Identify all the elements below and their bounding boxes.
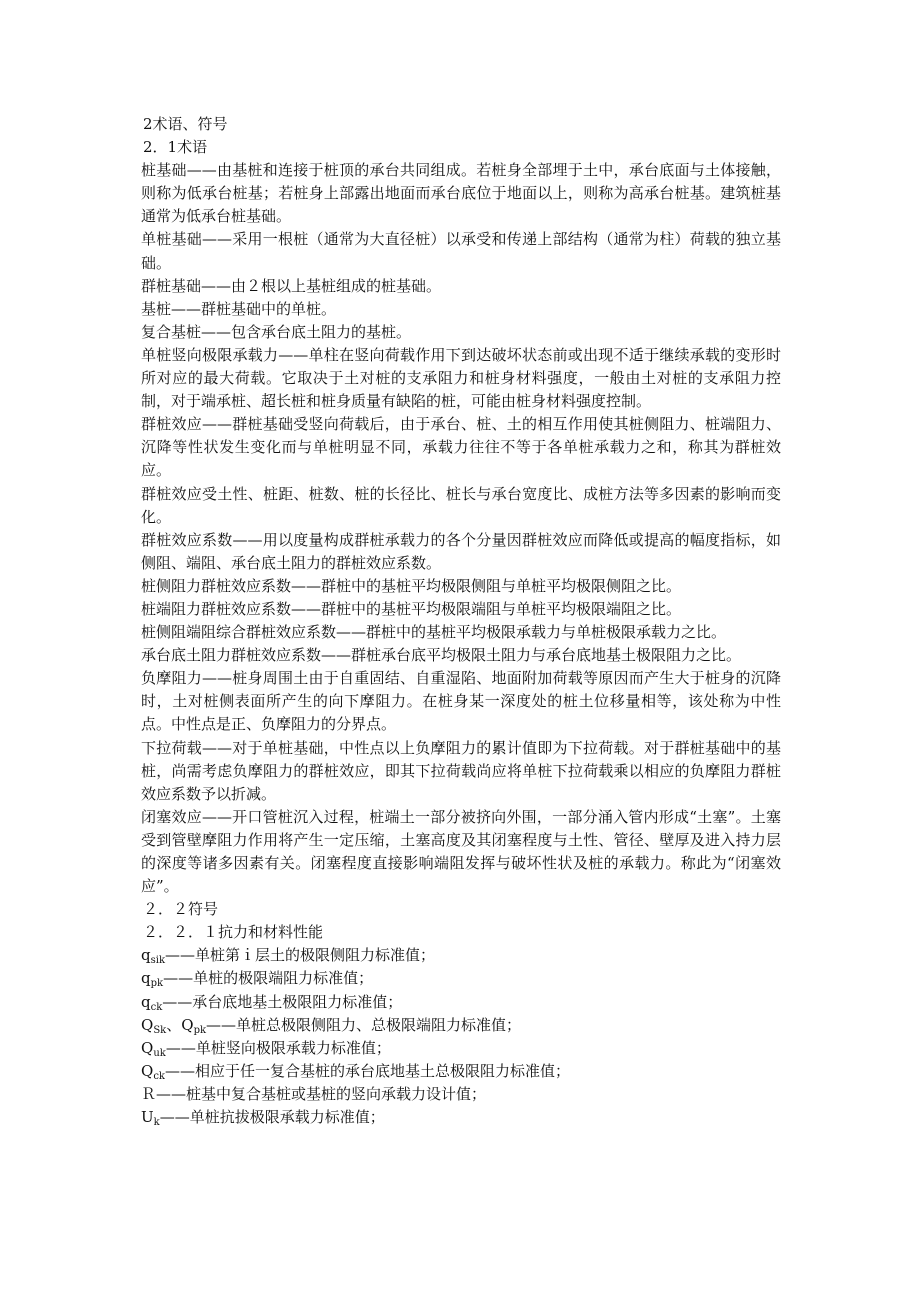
symbol-definition <box>141 1060 781 1083</box>
symbol-subscript: Sk <box>153 1024 167 1036</box>
symbol-description: ——桩基中复合基桩或基桩的竖向承载力设计值； <box>156 1084 487 1103</box>
term-paragraph: 群桩效应受土性、桩距、桩数、桩的长径比、桩长与承台宽度比、成桩方法等多因素的影响而变化。 <box>141 484 781 526</box>
symbol-main: Ｒ <box>141 1084 157 1103</box>
section-heading: 2术语、符号 <box>143 115 228 133</box>
symbol-subscript: pk <box>193 1024 207 1036</box>
symbol-definition <box>141 1083 781 1106</box>
symbol-description: ——单桩抗拔极限承载力标准值； <box>159 1108 385 1127</box>
term-paragraph: 基桩——群桩基础中的单桩。 <box>141 299 337 318</box>
symbol-subscript: sik <box>150 955 165 967</box>
subsubsection-heading-resistance: ２．２．１抗力和材料性能 <box>143 923 324 942</box>
symbol-definition <box>141 1106 781 1129</box>
term-paragraph: 群桩效应系数——用以度量构成群桩承载力的各个分量因群桩效应而降低或提高的幅度指标，如侧阻、端阻、承台底土阻力的群桩效应系数。 <box>141 530 781 572</box>
symbol-description: ——单桩的极限端阻力标准值； <box>163 969 374 988</box>
term-paragraph: 单桩基础——采用一根桩（通常为大直径桩）以承受和传递上部结构（通常为柱）荷载的独立基础。 <box>141 230 781 272</box>
term-paragraph: 下拉荷载——对于单桩基础，中性点以上负摩阻力的累计值即为下拉荷载。对于群桩基础中的基桩，尚需考虑负摩阻力的群桩效应，即其下拉荷载尚应将单桩下拉荷载乘以相应的负摩阻力群桩效应系数予以折减。 <box>141 738 781 803</box>
term-paragraph: 桩侧阻端阻综合群桩效应系数——群桩中的基桩平均极限承载力与单桩极限承载力之比。 <box>141 623 727 642</box>
subsection-heading-terms: 2．1术语 <box>143 138 208 157</box>
symbol-subscript: ck <box>153 1070 165 1082</box>
symbol-separator: 、 <box>166 1015 182 1034</box>
term-paragraph: 承台底土阻力群桩效应系数——群桩承台底平均极限土阻力与承台底地基土极限阻力之比。 <box>141 646 742 665</box>
term-paragraph: 群桩基础——由２根以上基桩组成的桩基础。 <box>141 276 442 295</box>
symbol-main: Q <box>141 1015 154 1034</box>
term-paragraph: 桩基础——由基桩和连接于桩顶的承台共同组成。若桩身全部埋于土中，承台底面与土体接触，则称为低承台桩基；若桩身上部露出地面而承台底位于地面以上，则称为高承台桩基。建筑桩基通常为低承台桩基础。 <box>141 161 781 226</box>
term-paragraph: 闭塞效应——开口管桩沉入过程，桩端土一部分被挤向外围，一部分涌入管内形成“土塞”。土塞受到管壁摩阻力作用将产生一定压缩，土塞高度及其闭塞程度与土性、管径、壁厚及进入持力层的深度等诸多因素有关。闭塞程度直接影响端阻发挥与破坏性状及桩的承载力。称此为“闭塞效应”。 <box>141 807 781 896</box>
symbol-description: ——承台底地基土极限阻力标准值； <box>162 992 403 1011</box>
term-paragraph: 桩侧阻力群桩效应系数——群桩中的基桩平均极限侧阻与单桩平均极限侧阻之比。 <box>141 576 682 595</box>
term-paragraph: 桩端阻力群桩效应系数——群桩中的基桩平均极限端阻与单桩平均极限端阻之比。 <box>141 599 682 618</box>
term-paragraph: 复合基桩——包含承台底土阻力的基桩。 <box>141 322 412 341</box>
term-paragraph: 负摩阻力——桩身周围土由于自重固结、自重湿陷、地面附加荷载等原因而产生大于桩身的沉降时，土对桩侧表面所产生的向下摩阻力。在桩身某一深度处的桩土位移量相等，该处称为中性点。中性点是正、负摩阻力的分界点。 <box>141 669 781 734</box>
symbol-definition <box>141 1014 781 1037</box>
term-paragraph: 单桩竖向极限承载力——单柱在竖向荷载作用下到达破坏状态前或出现不适于继续承载的变形时所对应的最大荷载。它取决于土对桩的支承阻力和桩身材料强度，一般由土对桩的支承阻力控制，对于端承桩、超长桩和桩身质量有缺陷的桩，可能由桩身材料强度控制。 <box>141 345 781 411</box>
symbol-definition <box>141 944 781 967</box>
symbol-subscript: pk <box>150 978 164 990</box>
term-paragraph: 群桩效应——群桩基础受竖向荷载后，由于承台、桩、土的相互作用使其桩侧阻力、桩端阻力、沉降等性状发生变化而与单桩明显不同，承载力往往不等于各单桩承载力之和，称其为群桩效应。 <box>141 415 781 480</box>
symbol-description: ——单桩总极限侧阻力、总极限端阻力标准值； <box>206 1015 522 1034</box>
symbol-definition <box>141 967 781 990</box>
symbol-description: ——单桩竖向极限承载力标准值； <box>165 1038 391 1057</box>
subsection-heading-symbols: ２．２符号 <box>143 900 219 919</box>
symbol-subscript: ck <box>150 1001 163 1013</box>
symbol-description: ——单桩第ｉ层土的极限侧阻力标准值； <box>165 946 436 965</box>
symbol-main: q <box>141 992 151 1011</box>
symbol-main: Q <box>141 1038 154 1057</box>
symbol-main: Q <box>181 1015 194 1034</box>
symbol-main: U <box>141 1108 154 1127</box>
symbol-main: q <box>141 946 151 965</box>
symbol-description: ——相应于任一复合基桩的承台底地基土总极限阻力标准值； <box>164 1061 570 1080</box>
symbol-subscript: uk <box>153 1047 166 1059</box>
symbol-main: q <box>141 969 151 988</box>
symbol-main: Q <box>141 1061 154 1080</box>
document-page <box>141 113 781 1129</box>
symbol-definition <box>141 991 781 1014</box>
symbol-subscript: k <box>153 1117 160 1129</box>
symbol-definition <box>141 1037 781 1060</box>
